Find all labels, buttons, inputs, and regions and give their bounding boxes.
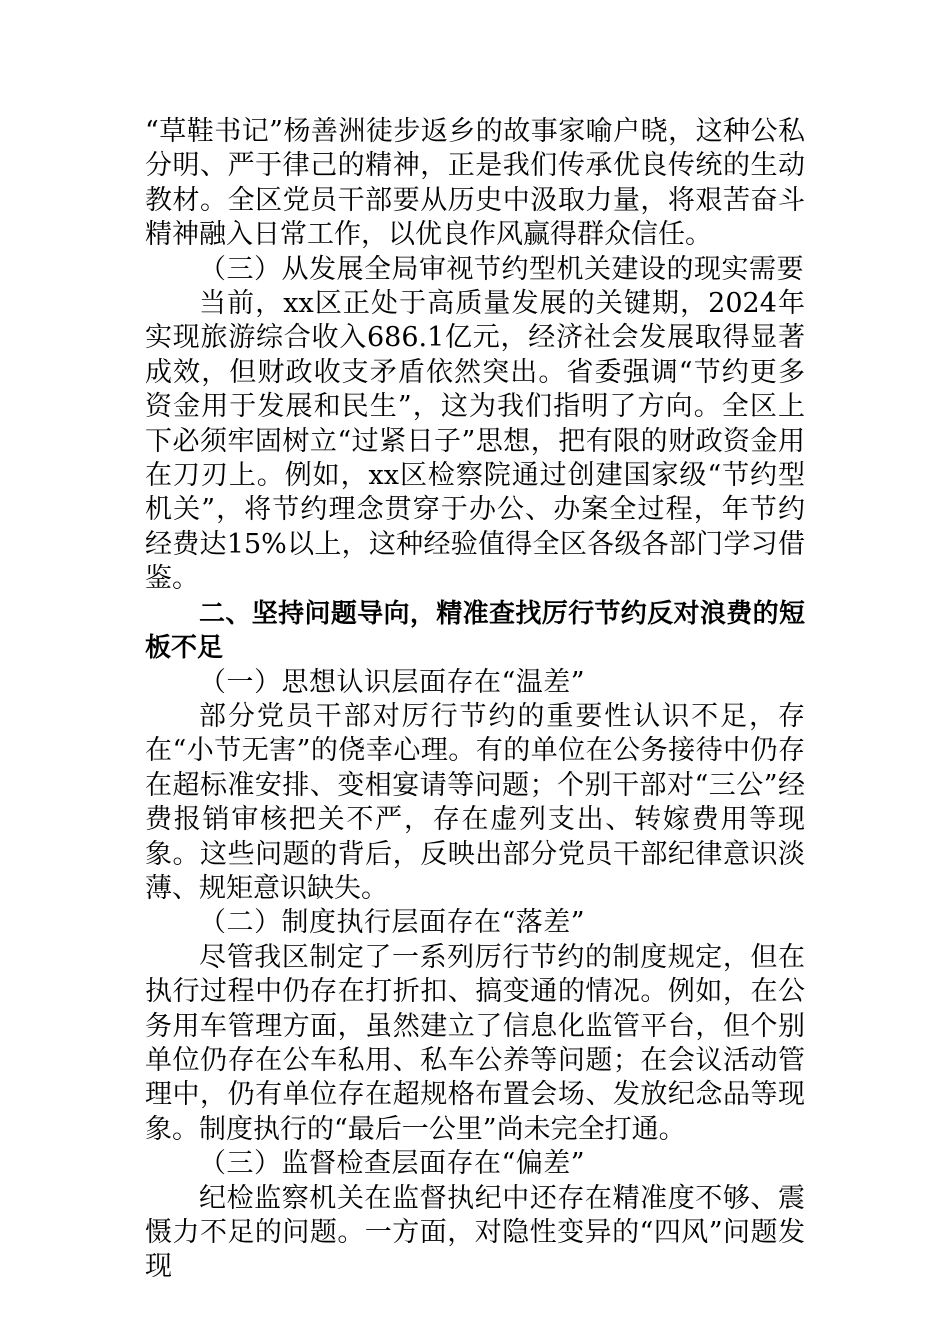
section-subheading: （三）从发展全局审视节约型机关建设的现实需要 (199, 253, 804, 285)
body-paragraph: 尽管我区制定了一系列厉行节约的制度规定，但在执行过程中仍存在打折扣、搞变通的情况。例如，在公务用车管理方面，虽然建立了信息化监管平台，但个别单位仍存在公车私用、私车公养等问题；在会议活动管理中，仍有单位存在超规格布置会场、发放纪念品等现象。制度执行的“最后一公里”尚未完全打通。 (145, 941, 805, 1145)
body-paragraph: 部分党员干部对厉行节约的重要性认识不足，存在“小节无害”的侥幸心理。有的单位在公务接待中仍存在超标准安排、变相宴请等问题；个别干部对“三公”经费报销审核把关不严，存在虚列支出、转嫁费用等现象。这些问题的背后，反映出部分党员干部纪律意识淡薄、规矩意识缺失。 (145, 700, 805, 904)
section-subheading: （一）思想认识层面存在“温差” (199, 666, 586, 698)
body-paragraph: “草鞋书记”杨善洲徒步返乡的故事家喻户晓，这种公私分明、严于律己的精神，正是我们传承优良传统的生动教材。全区党员干部要从历史中汲取力量，将艰苦奋斗精神融入日常工作，以优良作风赢得群众信任。 (145, 116, 805, 251)
section-heading: 二、坚持问题导向，精准查找厉行节约反对浪费的短板不足 (145, 598, 805, 664)
section-subheading: （三）监督检查层面存在“偏差” (199, 1148, 586, 1180)
body-paragraph: 当前，xx区正处于高质量发展的关键期，2024年实现旅游综合收入686.1亿元，经济社会发展取得显著成效，但财政收支矛盾依然突出。省委强调“节约更多资金用于发展和民生”，这为我们指明了方向。全区上下必须牢固树立“过紧日子”思想，把有限的财政资金用在刀刃上。例如，xx区检察院通过创建国家级“节约型机关”，将节约理念贯穿于办公、办案全过程，年节约经费达15%以上，这种经验值得全区各级各部门学习借鉴。 (145, 288, 805, 595)
document-page (145, 115, 805, 1285)
body-paragraph: 纪检监察机关在监督执纪中还存在精准度不够、震慑力不足的问题。一方面，对隐性变异的“四风”问题发现 (145, 1182, 805, 1283)
section-subheading: （二）制度执行层面存在“落差” (199, 907, 586, 939)
